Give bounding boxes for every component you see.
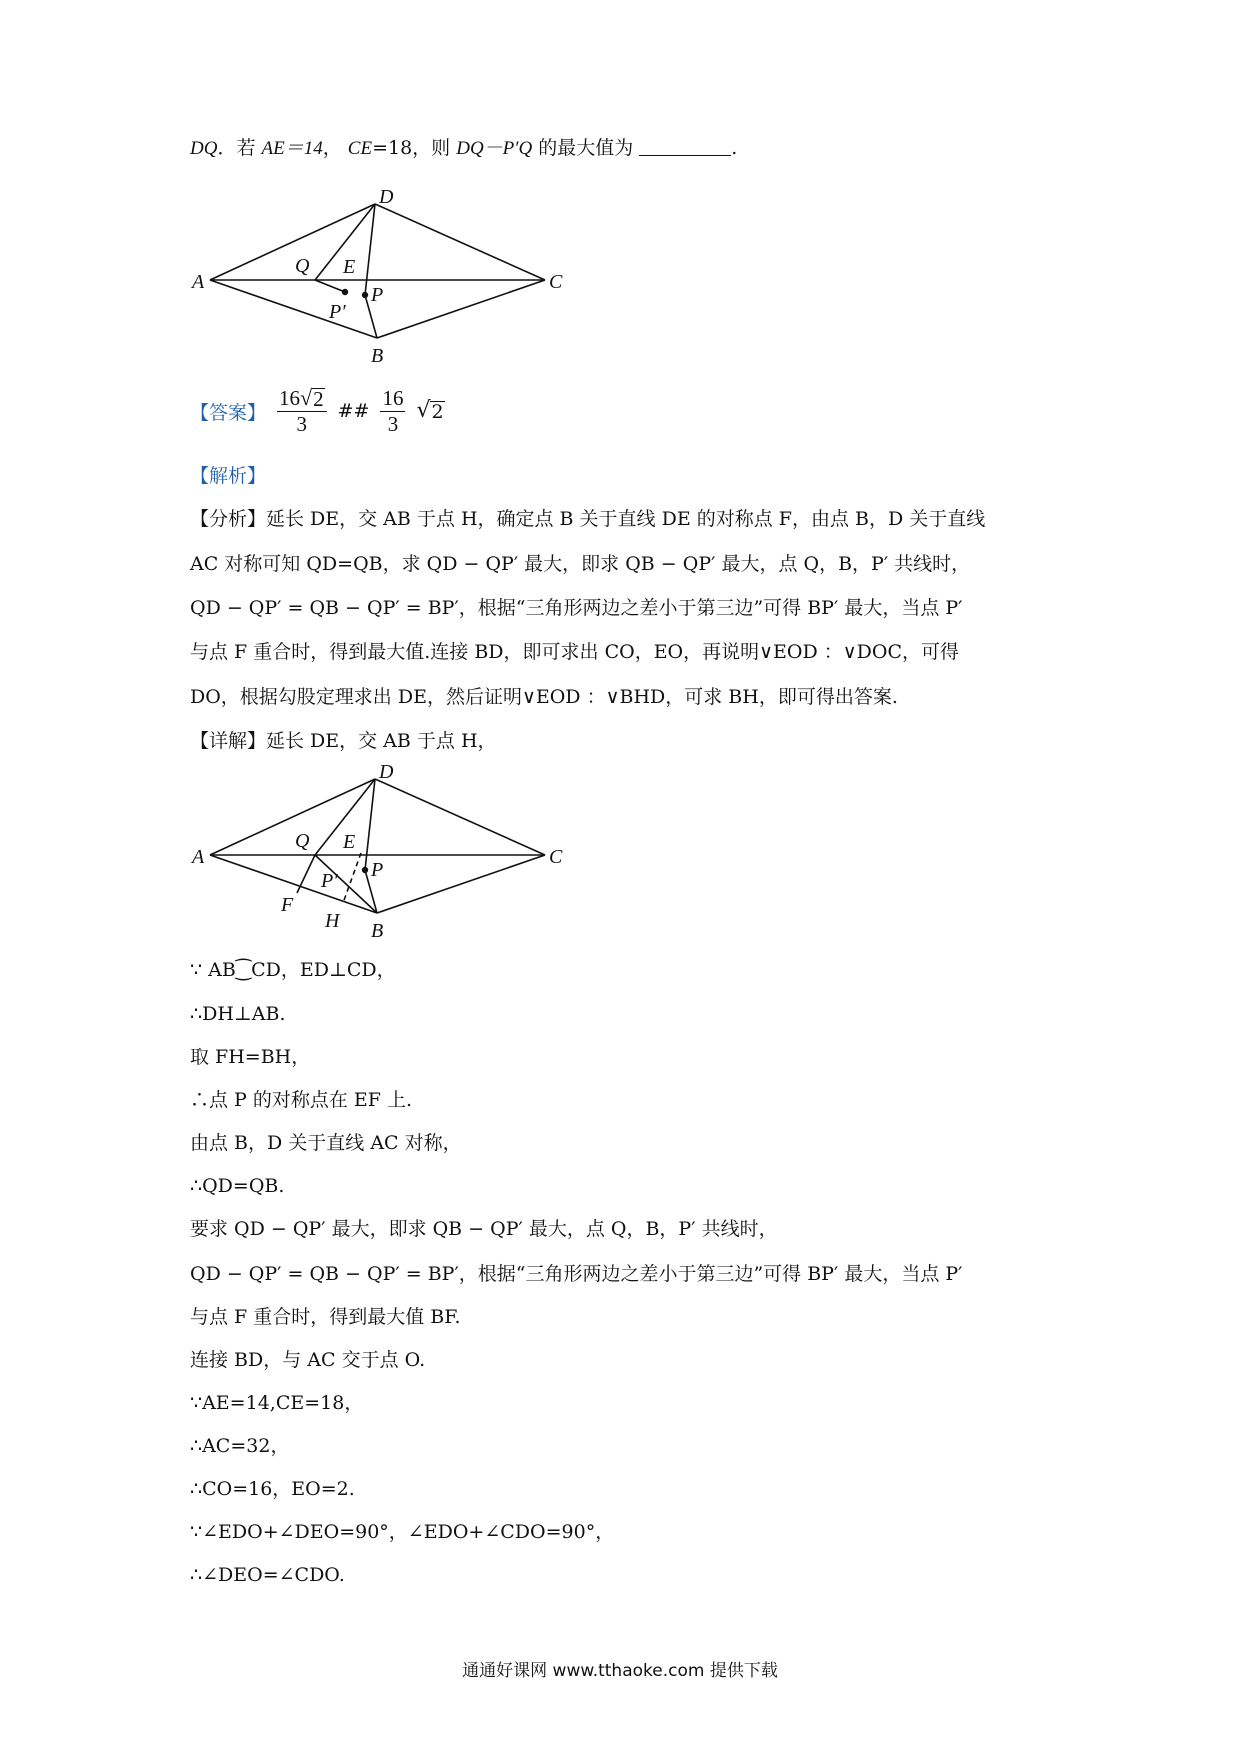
text-line: ∴DH⊥AB. bbox=[190, 1003, 286, 1025]
point-p-prime bbox=[342, 289, 348, 295]
label-q: Q bbox=[295, 255, 310, 277]
label-q: Q bbox=[295, 830, 310, 852]
label-p: P bbox=[371, 859, 384, 881]
text-line: ∴AC=32， bbox=[190, 1435, 290, 1457]
label-a: A bbox=[192, 271, 205, 293]
text-line: ∴点 P 的对称点在 EF 上. bbox=[190, 1089, 413, 1111]
text-line: 与点 F 重合时，得到最大值.连接 BD，即可求出 CO，EO，再说明∨EOD ：∨DOC，可得 bbox=[190, 641, 960, 663]
analysis-label: 【解析】 bbox=[190, 465, 267, 487]
text-line: 【分析】延长 DE，交 AB 于点 H，确定点 B 关于直线 DE 的对称点 F，由点 B，D 关于直线 bbox=[190, 508, 986, 530]
label-e: E bbox=[343, 831, 356, 853]
label-p-prime: P′ bbox=[329, 301, 346, 323]
label-d: D bbox=[379, 765, 394, 783]
answer-fraction-2: $\frac{16}{3}$ bbox=[382, 386, 404, 436]
label-b: B bbox=[371, 920, 384, 942]
answer-row bbox=[190, 386, 445, 436]
label-e: E bbox=[343, 256, 356, 278]
text-line: 要求 QD − QP′ 最大，即求 QB − QP′ 最大，点 Q，B，P′ 共线时， bbox=[190, 1218, 778, 1240]
text-line: AC 对称可知 QD=QB，求 QD − QP′ 最大，即求 QB − QP′ 最大，点 Q，B，P′ 共线时， bbox=[190, 553, 971, 575]
text-line: 与点 F 重合时，得到最大值 BF. bbox=[190, 1306, 461, 1328]
label-d: D bbox=[379, 190, 394, 208]
text-line: ∵AE=14,CE=18， bbox=[190, 1392, 364, 1414]
answer-radical-2: √ 2 bbox=[416, 398, 444, 423]
label-h: H bbox=[325, 910, 340, 932]
label-b: B bbox=[371, 345, 384, 367]
label-f: F bbox=[281, 894, 294, 916]
text-line: DO，根据勾股定理求出 DE，然后证明∨EOD ：∨BHD，可求 BH，即可得出答案. bbox=[190, 686, 898, 708]
point-p bbox=[362, 867, 368, 873]
label-c: C bbox=[549, 846, 563, 868]
text-line: 取 FH=BH， bbox=[190, 1046, 311, 1068]
text-line: ∴QD=QB. bbox=[190, 1175, 285, 1197]
text-line: 由点 B，D 关于直线 AC 对称， bbox=[190, 1132, 462, 1154]
figure-rhombus-1 bbox=[185, 190, 585, 370]
question-text: DQ．若 AE＝14， CE=18，则 DQ－P′Q 的最大值为 . bbox=[190, 137, 738, 159]
label-c: C bbox=[549, 271, 563, 293]
answer-label: 【答案】 bbox=[190, 401, 267, 424]
figure-rhombus-2 bbox=[185, 765, 585, 950]
label-p-prime: P′ bbox=[321, 870, 338, 892]
answer-blank bbox=[639, 137, 731, 156]
text-line: ∴CO=16，EO=2. bbox=[190, 1478, 355, 1500]
page-footer: 通通好课网 www.tthaoke.com 提供下载 bbox=[462, 1661, 778, 1681]
text-line: ∴∠DEO=∠CDO. bbox=[190, 1564, 345, 1586]
text-line: QD − QP′ = QB − QP′ = BP′，根据“三角形两边之差小于第三边”可得 BP′ 最大，当点 P′ bbox=[190, 1263, 963, 1285]
text-line: 【详解】延长 DE，交 AB 于点 H， bbox=[190, 730, 497, 752]
answer-fraction-1: 16 √ 2 3 bbox=[277, 386, 327, 436]
label-a: A bbox=[192, 846, 205, 868]
label-p: P bbox=[371, 284, 384, 306]
text-line: 连接 BD，与 AC 交于点 O. bbox=[190, 1349, 426, 1371]
text-line: QD − QP′ = QB − QP′ = BP′，根据“三角形两边之差小于第三边”可得 BP′ 最大，当点 P′ bbox=[190, 597, 963, 619]
answer-separator: ## bbox=[337, 400, 370, 422]
point-p bbox=[362, 292, 368, 298]
text-line: ∵ AB⁐CD，ED⊥CD， bbox=[190, 959, 396, 981]
text-line: ∵∠EDO+∠DEO=90°，∠EDO+∠CDO=90°， bbox=[190, 1521, 615, 1543]
